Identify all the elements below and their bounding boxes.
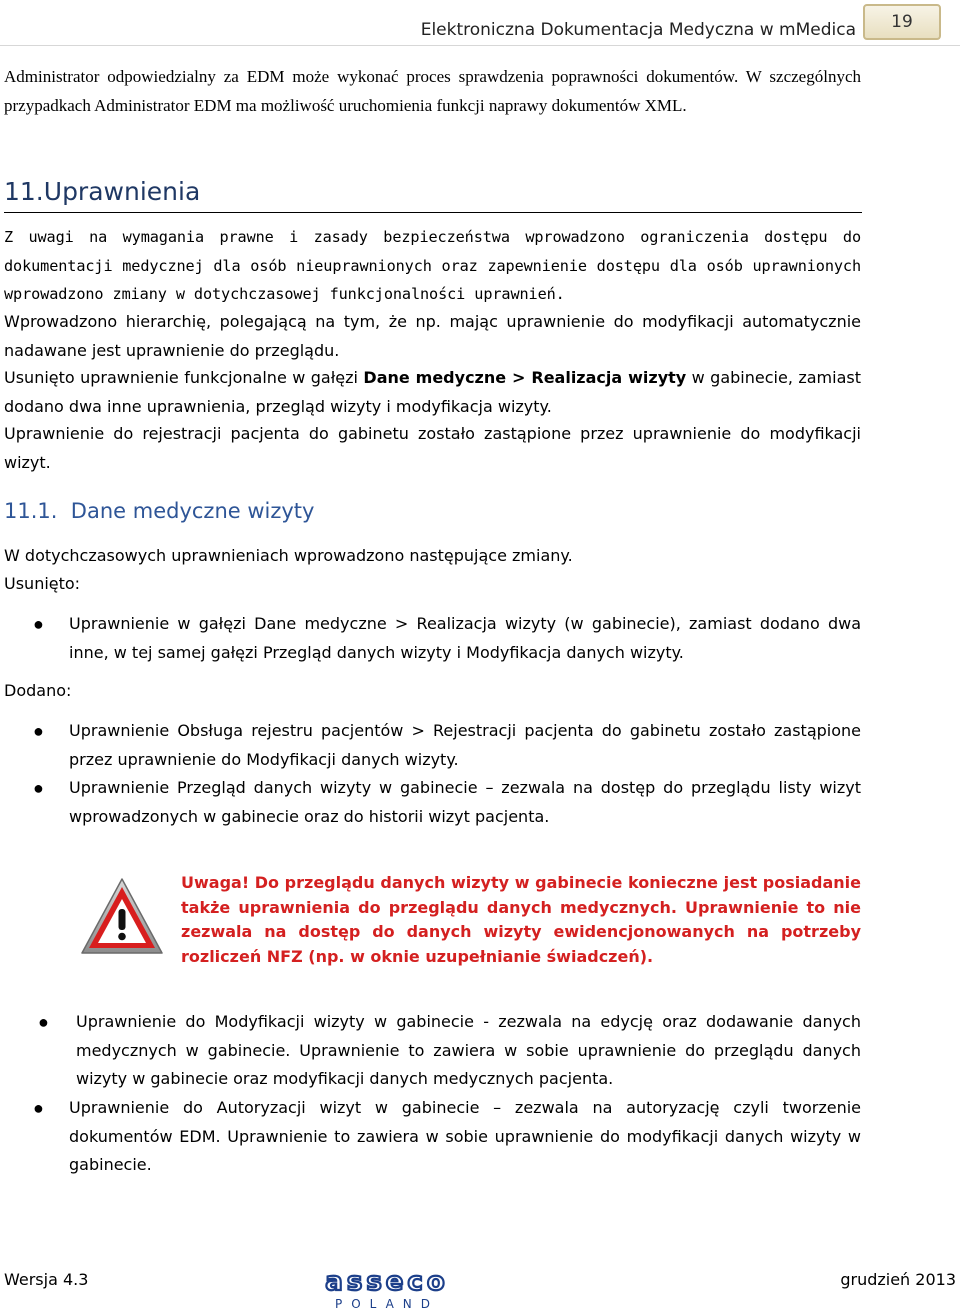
section-number: 11. <box>4 177 44 206</box>
added-item-3: Uprawnienie do Modyfikacji wizyty w gabinecie - zezwala na edycję oraz dodawanie danych medycznych w gabinecie. Uprawnienie to zawiera w sobie uprawnienie do przeglądu danych wizyty w gabinecie oraz modyfikacji danych medycznych pacjenta. <box>76 1012 861 1088</box>
bullet-icon: ● <box>38 1012 49 1032</box>
footer-date: grudzień 2013 <box>840 1270 956 1289</box>
bullet-icon: ● <box>33 721 44 741</box>
bullet-icon: ● <box>33 778 44 798</box>
intro-paragraph: Administrator odpowiedzialny za EDM może wykonać proces sprawdzenia poprawności dokumentów. W szczególnych przypadkach Administrator EDM ma możliwość uruchomienia funkcji naprawy dokumentów XML. <box>4 67 861 115</box>
subsection-heading <box>4 499 314 523</box>
subsection-title: Dane medyczne wizyty <box>70 499 315 523</box>
p3-bold: Dane medyczne > Realizacja wizyty <box>363 368 687 387</box>
p3-after: w gabinecie, zamiast dodano dwa inne uprawnienia, przegląd wizyty i modyfikacja wizyty. <box>4 368 861 416</box>
section-paragraph-4: Uprawnienie do rejestracji pacjenta do gabinetu zostało zastąpione przez uprawnienie do modyfikacji wizyt. <box>4 424 861 472</box>
footer-version: Wersja 4.3 <box>4 1270 89 1289</box>
page-number-badge: 19 <box>863 4 941 40</box>
subsection-intro: W dotychczasowych uprawnieniach wprowadzono następujące zmiany. <box>4 546 573 565</box>
warning-triangle-icon <box>80 877 164 957</box>
added-item-1: Uprawnienie Obsługa rejestru pacjentów > Rejestracji pacjenta do gabinetu zostało zastąpione przez uprawnienie do Modyfikacji danych wizyty. <box>69 721 861 769</box>
section-heading <box>4 177 862 213</box>
logo-sub-text: POLAND <box>334 1297 440 1310</box>
added-item-2: Uprawnienie Przegląd danych wizyty w gabinecie – zezwala na dostęp do przeglądu listy wizyt wprowadzonych w gabinecie oraz do historii wizyt pacjenta. <box>69 778 861 826</box>
removed-label: Usunięto: <box>4 574 81 593</box>
bullet-icon: ● <box>33 614 44 634</box>
added-item-4: Uprawnienie do Autoryzacji wizyt w gabinecie – zezwala na autoryzację czyli tworzenie dokumentów EDM. Uprawnienie to zawiera w sobie uprawnienie do modyfikacji danych wizyty w gabinecie. <box>69 1098 861 1174</box>
section-paragraph-3 <box>4 364 861 421</box>
added-label: Dodano: <box>4 681 72 700</box>
section-paragraph-1 <box>4 223 861 309</box>
section-paragraph-1-text: Z uwagi na wymagania prawne i zasady bezpieczeństwa wprowadzono ograniczenia dostępu do dokumentacji medycznej dla osób nieuprawnionych oraz zapewnienie dostępu dla osób uprawnionych wprowadzono zmiany w dotychczasowej funkcjonalności uprawnień. <box>4 228 861 303</box>
logo-main-text: asseco <box>325 1268 449 1297</box>
section-paragraph-2: Wprowadzono hierarchię, polegającą na tym, że np. mając uprawnienie do modyfikacji automatycznie nadawane jest uprawnienie do przeglądu. <box>4 312 861 360</box>
p3-before: Usunięto uprawnienie funkcjonalne w gałęzi <box>4 368 364 387</box>
section-title: Uprawnienia <box>43 177 201 206</box>
subsection-number: 11.1. <box>4 499 58 523</box>
bullet-icon: ● <box>33 1098 44 1118</box>
header-divider <box>0 45 960 46</box>
header-title: Elektroniczna Dokumentacja Medyczna w mMedica <box>420 20 856 40</box>
asseco-logo <box>280 1268 494 1310</box>
removed-item-1: Uprawnienie w gałęzi Dane medyczne > Realizacja wizyty (w gabinecie), zamiast dodano dwa inne, w tej samej gałęzi Przegląd danych wizyty i Modyfikacja danych wizyty. <box>69 614 861 662</box>
warning-text: Uwaga! Do przeglądu danych wizyty w gabinecie konieczne jest posiadanie także uprawnienia do przeglądu danych medycznych. Uprawnienie to nie zezwala na dostęp do danych wizyty ewidencjonowanych na potrzeby rozliczeń NFZ (np. w oknie uzupełnianie świadczeń). <box>181 873 861 967</box>
